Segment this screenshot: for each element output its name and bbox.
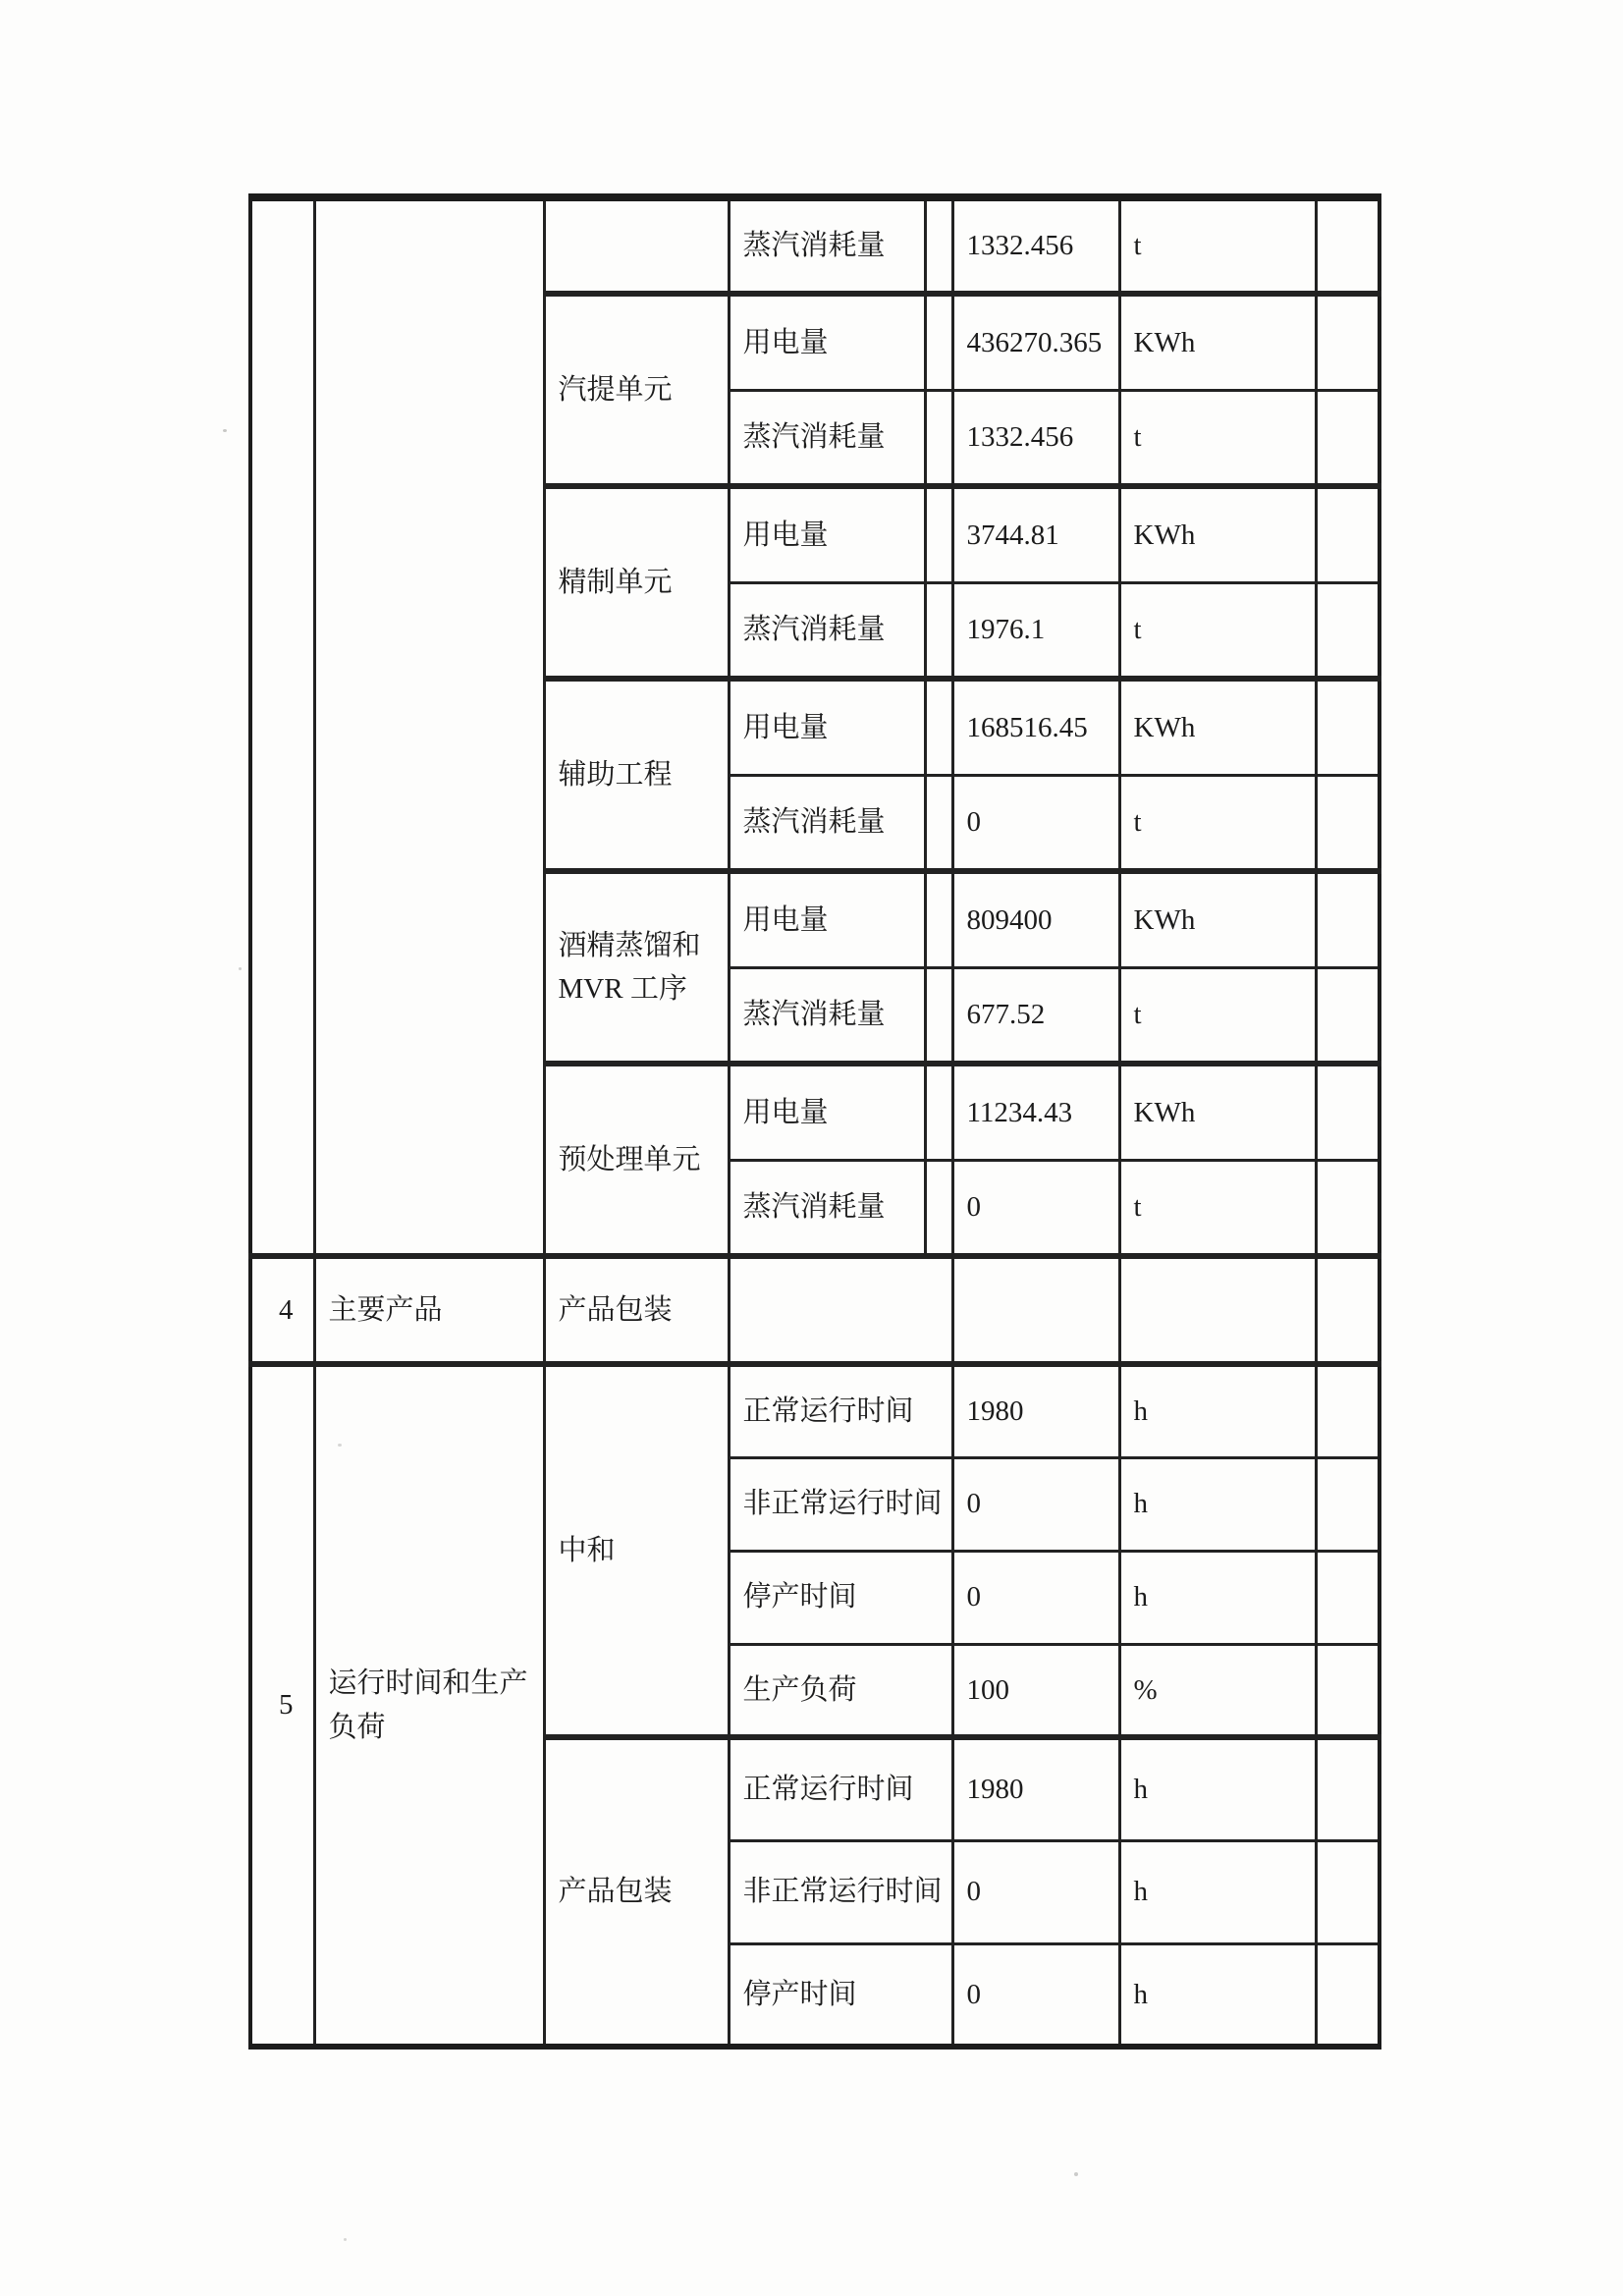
remark-cell <box>1316 871 1380 967</box>
category-cell: 运行时间和生产负荷 <box>314 1364 544 2047</box>
unit-of-measure-cell: % <box>1119 1644 1316 1737</box>
unit-of-measure-cell: h <box>1119 1943 1316 2047</box>
table-row <box>250 1364 1380 1457</box>
unit-of-measure-cell: t <box>1119 197 1316 294</box>
scan-speck <box>344 2238 347 2241</box>
parameter-cell: 生产负荷 <box>729 1644 952 1737</box>
spacer-cell <box>925 197 952 294</box>
parameter-cell: 蒸汽消耗量 <box>729 775 925 871</box>
table-row <box>250 197 1380 294</box>
remark-cell <box>1316 967 1380 1064</box>
parameter-cell: 停产时间 <box>729 1551 952 1644</box>
unit-of-measure-cell: h <box>1119 1840 1316 1943</box>
row-number-cell: 5 <box>250 1364 314 2047</box>
unit-of-measure-cell: h <box>1119 1551 1316 1644</box>
remark-cell <box>1316 1364 1380 1457</box>
remark-cell <box>1316 1457 1380 1551</box>
parameter-cell: 蒸汽消耗量 <box>729 1160 925 1256</box>
value-cell: 436270.365 <box>952 294 1119 390</box>
parameter-cell: 蒸汽消耗量 <box>729 967 925 1064</box>
spacer-cell <box>925 967 952 1064</box>
unit-of-measure-cell: KWh <box>1119 486 1316 582</box>
scan-speck <box>239 967 242 970</box>
value-cell: 1332.456 <box>952 390 1119 486</box>
spacer-cell <box>925 775 952 871</box>
unit-of-measure-cell: t <box>1119 1160 1316 1256</box>
parameter-cell: 停产时间 <box>729 1943 952 2047</box>
value-cell: 0 <box>952 1943 1119 2047</box>
remark-cell <box>1316 582 1380 679</box>
value-cell: 100 <box>952 1644 1119 1737</box>
parameter-cell: 用电量 <box>729 294 925 390</box>
unit-of-measure-cell: t <box>1119 390 1316 486</box>
scan-speck <box>1074 2172 1078 2176</box>
value-cell: 0 <box>952 1457 1119 1551</box>
category-cell: 主要产品 <box>314 1256 544 1364</box>
remark-cell <box>1316 1943 1380 2047</box>
value-cell: 3744.81 <box>952 486 1119 582</box>
value-cell: 0 <box>952 1840 1119 1943</box>
unit-group-cell: 辅助工程 <box>544 679 729 871</box>
value-cell: 1332.456 <box>952 197 1119 294</box>
unit-group-cell: 汽提单元 <box>544 294 729 486</box>
unit-group-cell: 精制单元 <box>544 486 729 679</box>
production-consumption-table <box>248 193 1381 2050</box>
unit-of-measure-cell: t <box>1119 582 1316 679</box>
remark-cell <box>1316 197 1380 294</box>
row-number-cell: 4 <box>250 1256 314 1364</box>
parameter-cell: 用电量 <box>729 486 925 582</box>
spacer-cell <box>925 679 952 775</box>
unit-group-cell: 预处理单元 <box>544 1064 729 1256</box>
remark-cell <box>1316 390 1380 486</box>
unit-of-measure-cell: KWh <box>1119 679 1316 775</box>
parameter-cell: 正常运行时间 <box>729 1364 952 1457</box>
unit-group-cell: 中和 <box>544 1364 729 1737</box>
value-cell <box>952 1256 1119 1364</box>
spacer-cell <box>925 1064 952 1160</box>
category-cell <box>314 197 544 1256</box>
spacer-cell <box>925 294 952 390</box>
unit-of-measure-cell: t <box>1119 775 1316 871</box>
value-cell: 0 <box>952 1551 1119 1644</box>
table-row <box>250 1256 1380 1364</box>
unit-group-cell: 产品包装 <box>544 1737 729 2047</box>
spacer-cell <box>925 871 952 967</box>
remark-cell <box>1316 1737 1380 1840</box>
value-cell: 677.52 <box>952 967 1119 1064</box>
unit-of-measure-cell: KWh <box>1119 871 1316 967</box>
remark-cell <box>1316 1160 1380 1256</box>
value-cell: 1980 <box>952 1364 1119 1457</box>
parameter-cell: 蒸汽消耗量 <box>729 390 925 486</box>
value-cell: 0 <box>952 1160 1119 1256</box>
value-cell: 1980 <box>952 1737 1119 1840</box>
parameter-cell: 非正常运行时间 <box>729 1457 952 1551</box>
remark-cell <box>1316 294 1380 390</box>
parameter-cell: 蒸汽消耗量 <box>729 582 925 679</box>
parameter-cell: 用电量 <box>729 871 925 967</box>
unit-of-measure-cell: h <box>1119 1457 1316 1551</box>
remark-cell <box>1316 1840 1380 1943</box>
unit-of-measure-cell: KWh <box>1119 294 1316 390</box>
parameter-cell: 用电量 <box>729 679 925 775</box>
value-cell: 168516.45 <box>952 679 1119 775</box>
row-number-cell <box>250 197 314 1256</box>
unit-of-measure-cell: h <box>1119 1364 1316 1457</box>
value-cell: 0 <box>952 775 1119 871</box>
parameter-cell: 正常运行时间 <box>729 1737 952 1840</box>
remark-cell <box>1316 1644 1380 1737</box>
unit-of-measure-cell: t <box>1119 967 1316 1064</box>
remark-cell <box>1316 679 1380 775</box>
unit-group-cell: 酒精蒸馏和MVR 工序 <box>544 871 729 1064</box>
unit-group-cell <box>544 197 729 294</box>
remark-cell <box>1316 1256 1380 1364</box>
value-cell: 11234.43 <box>952 1064 1119 1160</box>
value-cell: 809400 <box>952 871 1119 967</box>
unit-of-measure-cell: KWh <box>1119 1064 1316 1160</box>
value-cell: 1976.1 <box>952 582 1119 679</box>
scan-speck <box>223 429 227 432</box>
parameter-cell: 蒸汽消耗量 <box>729 197 925 294</box>
remark-cell <box>1316 486 1380 582</box>
unit-of-measure-cell <box>1119 1256 1316 1364</box>
spacer-cell <box>925 390 952 486</box>
spacer-cell <box>925 1160 952 1256</box>
remark-cell <box>1316 775 1380 871</box>
spacer-cell <box>925 582 952 679</box>
unit-of-measure-cell: h <box>1119 1737 1316 1840</box>
remark-cell <box>1316 1064 1380 1160</box>
unit-group-cell: 产品包装 <box>544 1256 729 1364</box>
remark-cell <box>1316 1551 1380 1644</box>
parameter-cell: 非正常运行时间 <box>729 1840 952 1943</box>
parameter-cell <box>729 1256 952 1364</box>
spacer-cell <box>925 486 952 582</box>
parameter-cell: 用电量 <box>729 1064 925 1160</box>
